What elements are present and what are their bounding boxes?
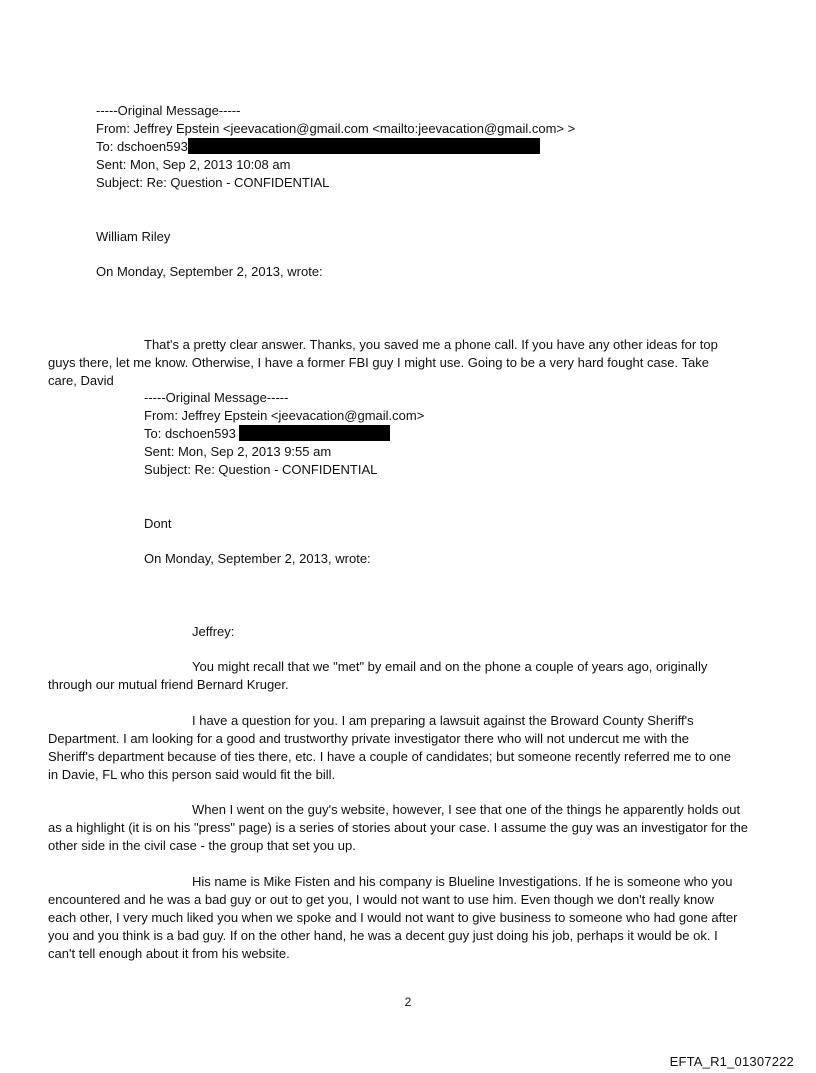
message2-from: From: Jeffrey Epstein <jeevacation@gmail.com> — [144, 408, 425, 423]
letter-p1-line: You might recall that we "met" by email and on the phone a couple of years ago, originally — [192, 659, 708, 674]
letter-p4-line: can't tell enough about it from his website. — [48, 946, 290, 961]
reply1-line1: That's a pretty clear answer. Thanks, you saved me a phone call. If you have any other ideas for top — [144, 337, 718, 352]
message2-body: Dont — [144, 516, 172, 531]
message2-to: To: dschoen593 — [144, 426, 236, 441]
letter-p4-line: each other, I very much liked you when we spoke and I would not want to give business to someone who had gone after — [48, 910, 738, 925]
letter-p2-line: I have a question for you. I am preparing a lawsuit against the Broward County Sheriff's — [192, 713, 694, 728]
letter-p4-line: you and you think is a bad guy. If on the other hand, he was a decent guy just doing his job, perhaps it would be ok. I — [48, 928, 718, 943]
reply1-line3: care, David — [48, 373, 114, 388]
letter-p3-line: as a highlight (it is on his "press" page) is a series of stories about your case. I assume the guy was an investigator for the — [48, 820, 749, 835]
letter-greeting: Jeffrey: — [192, 624, 235, 639]
letter-p4-line: His name is Mike Fisten and his company is Blueline Investigations. If he is someone who you — [192, 874, 733, 889]
message1-wrote: On Monday, September 2, 2013, wrote: — [96, 264, 323, 279]
reply1-line2: guys there, let me know. Otherwise, I have a former FBI guy I might use. Going to be a very hard fought case. Take — [48, 355, 709, 370]
redaction-bar — [239, 425, 390, 441]
page-number: 2 — [404, 995, 412, 1009]
message2-separator: -----Original Message----- — [144, 390, 289, 405]
letter-p3-line: other side in the civil case - the group that set you up. — [48, 838, 356, 853]
letter-p1-line: through our mutual friend Bernard Kruger. — [48, 677, 289, 692]
message1-sent: Sent: Mon, Sep 2, 2013 10:08 am — [96, 157, 291, 172]
message1-body: William Riley — [96, 229, 171, 244]
letter-p2-line: Department. I am looking for a good and trustworthy private investigator there who will not undercut me with the — [48, 731, 689, 746]
message2-wrote: On Monday, September 2, 2013, wrote: — [144, 551, 371, 566]
message1-separator: -----Original Message----- — [96, 103, 241, 118]
document-id: EFTA_R1_01307222 — [669, 1054, 794, 1069]
message1-subject: Subject: Re: Question - CONFIDENTIAL — [96, 175, 330, 190]
message1-from: From: Jeffrey Epstein <jeevacation@gmail.com <mailto:jeevacation@gmail.com> > — [96, 121, 576, 136]
message1-to-line — [96, 138, 540, 156]
redaction-bar — [188, 138, 540, 154]
letter-p4-line: encountered and he was a bad guy or out to get you, I would not want to use him. Even though we don't really know — [48, 892, 714, 907]
letter-p2-line: in Davie, FL who this person said would fit the bill. — [48, 767, 336, 782]
message2-subject: Subject: Re: Question - CONFIDENTIAL — [144, 462, 378, 477]
message2-to-line — [144, 425, 390, 443]
letter-p3-line: When I went on the guy's website, however, I see that one of the things he apparently holds out — [192, 802, 741, 817]
message2-sent: Sent: Mon, Sep 2, 2013 9:55 am — [144, 444, 332, 459]
letter-p2-line: Sheriff's department because of ties there, etc. I have a couple of candidates; but someone recently referred me to one — [48, 749, 731, 764]
message1-to: To: dschoen593 — [96, 139, 188, 154]
